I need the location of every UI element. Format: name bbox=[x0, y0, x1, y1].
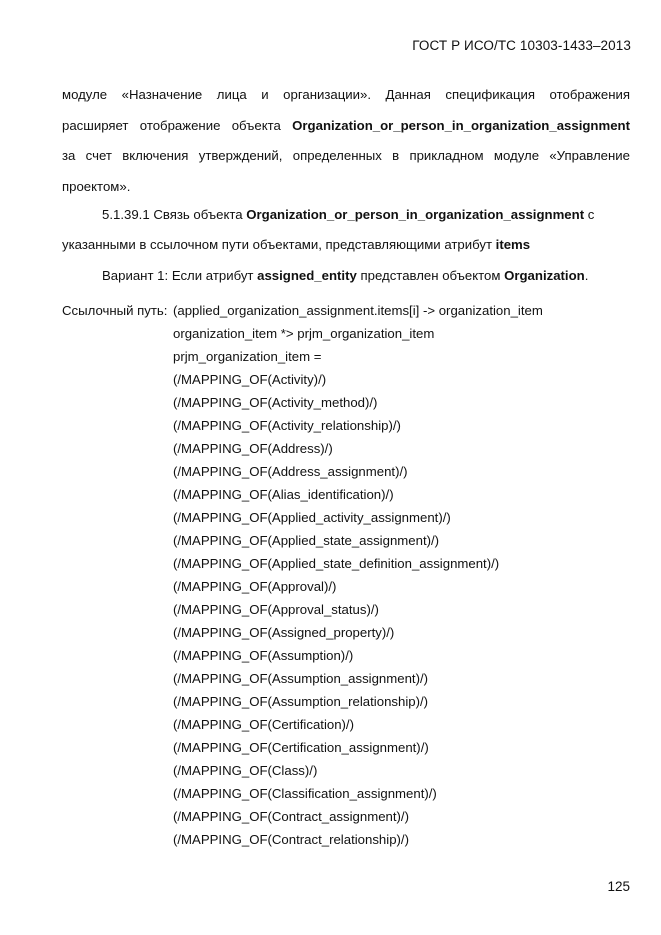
intro-paragraph bbox=[62, 80, 630, 202]
variant-entity-bold: Organization bbox=[504, 268, 585, 283]
intro-line-3: за счет включения утверждений, определенных в прикладном модуле «Управление bbox=[62, 148, 630, 163]
section-entity-bold: Organization_or_person_in_organization_assignment bbox=[246, 207, 585, 222]
ref-line: (/MAPPING_OF(Certification_assignment)/) bbox=[173, 740, 429, 755]
page-number: 125 bbox=[607, 879, 630, 894]
section-number-text: 5.1.39.1 Связь объекта bbox=[102, 207, 247, 222]
ref-line: (/MAPPING_OF(Assumption_assignment)/) bbox=[173, 671, 429, 686]
variant-end-text: . bbox=[584, 268, 589, 283]
variant-attribute-bold: assigned_entity bbox=[257, 268, 357, 283]
intro-line-1: модуле «Назначение лица и организации». Данная спецификация отображения bbox=[62, 87, 630, 102]
ref-line: (/MAPPING_OF(Applied_state_definition_assignment)/) bbox=[173, 556, 500, 571]
ref-line: (/MAPPING_OF(Activity)/) bbox=[173, 372, 327, 387]
entity-name-bold: Organization_or_person_in_organization_assignment bbox=[292, 117, 630, 133]
ref-line: (/MAPPING_OF(Address_assignment)/) bbox=[173, 464, 408, 479]
ref-line: (/MAPPING_OF(Assumption_relationship)/) bbox=[173, 694, 429, 709]
ref-line: (/MAPPING_OF(Activity_method)/) bbox=[173, 395, 378, 410]
reference-path-label: Ссылочный путь: bbox=[62, 303, 168, 318]
reference-path-lines bbox=[173, 302, 543, 854]
ref-line: prjm_organization_item = bbox=[173, 349, 322, 364]
ref-line: (/MAPPING_OF(Assumption)/) bbox=[173, 648, 354, 663]
ref-line: (/MAPPING_OF(Contract_assignment)/) bbox=[173, 809, 409, 824]
section-line-2-text: указанными в ссылочном пути объектами, представляющими атрибут bbox=[62, 237, 496, 252]
variant-mid-text: представлен объектом bbox=[356, 268, 505, 283]
intro-line-4: проектом». bbox=[62, 178, 131, 194]
ref-line: (/MAPPING_OF(Approval)/) bbox=[173, 579, 337, 594]
ref-line: (/MAPPING_OF(Applied_state_assignment)/) bbox=[173, 533, 440, 548]
ref-line: (/MAPPING_OF(Contract_relationship)/) bbox=[173, 832, 409, 847]
ref-line: (/MAPPING_OF(Alias_identification)/) bbox=[173, 487, 394, 502]
ref-line: (/MAPPING_OF(Applied_activity_assignment)/) bbox=[173, 510, 451, 525]
ref-line: (/MAPPING_OF(Assigned_property)/) bbox=[173, 625, 395, 640]
ref-line: (/MAPPING_OF(Class)/) bbox=[173, 763, 318, 778]
ref-line: (/MAPPING_OF(Approval_status)/) bbox=[173, 602, 379, 617]
intro-line-2 bbox=[62, 111, 630, 142]
section-post-text: с bbox=[584, 207, 595, 222]
ref-line: (/MAPPING_OF(Classification_assignment)/) bbox=[173, 786, 437, 801]
section-heading bbox=[102, 207, 594, 222]
variant-line bbox=[102, 268, 588, 283]
intro-line-2-text: расширяет отображение объекта bbox=[62, 117, 293, 133]
document-header: ГОСТ Р ИСО/ТС 10303-1433–2013 bbox=[412, 38, 631, 53]
ref-line: organization_item *> prjm_organization_item bbox=[173, 326, 435, 341]
variant-pre-text: Вариант 1: Если атрибут bbox=[102, 268, 258, 283]
attribute-items-bold: items bbox=[495, 237, 531, 252]
ref-line: (/MAPPING_OF(Address)/) bbox=[173, 441, 333, 456]
ref-line: (/MAPPING_OF(Activity_relationship)/) bbox=[173, 418, 401, 433]
ref-line: (/MAPPING_OF(Certification)/) bbox=[173, 717, 354, 732]
ref-line: (applied_organization_assignment.items[i] -> organization_item bbox=[173, 303, 543, 318]
section-line-2 bbox=[62, 237, 530, 252]
